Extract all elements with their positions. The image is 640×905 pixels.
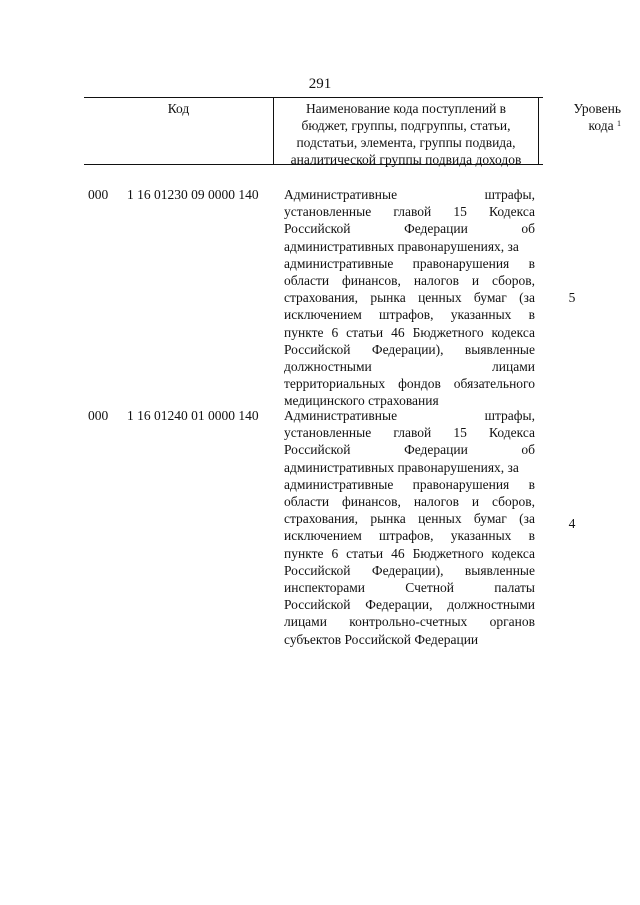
description-line: страхования, рынка ценных бумаг (за <box>284 290 535 306</box>
table-header <box>84 97 621 167</box>
description-line: Российской Федерации об <box>284 442 535 458</box>
header-code-column <box>84 98 273 164</box>
description-line: территориальных фондов обязательного <box>284 376 535 392</box>
description-line: административные правонарушения в <box>284 255 535 271</box>
description-line: Административные штрафы, <box>284 408 535 423</box>
description-line: области финансов, налогов и сборов, <box>284 273 535 289</box>
header-name-column <box>273 98 539 167</box>
header-code-label: Код <box>167 101 190 116</box>
description-line: административных правонарушениях, за <box>284 238 519 254</box>
admin-code: 000 <box>88 187 109 202</box>
revenue-code: 1 16 01240 01 0000 140 <box>127 408 259 423</box>
revenue-description <box>284 186 535 410</box>
description-line: пункте 6 статьи 46 Бюджетного кодекса <box>284 324 535 340</box>
description-line: страхования, рынка ценных бумаг (за <box>284 511 535 527</box>
footnote-marker: 1 <box>617 119 621 128</box>
description-line: медицинского страхования <box>284 393 439 409</box>
header-level-label-line2 <box>539 117 621 134</box>
header-name-line: подстатьи, элемента, группы подвида, <box>296 135 516 150</box>
description-line: установленные главой 15 Кодекса <box>284 204 535 220</box>
description-line: исключением штрафов, указанных в <box>284 307 535 323</box>
description-line: Российской Федерации), выявленные <box>284 341 535 357</box>
admin-code: 000 <box>88 408 109 423</box>
code-level: 4 <box>568 516 576 531</box>
description-line: пункте 6 статьи 46 Бюджетного кодекса <box>284 545 535 561</box>
description-line: должностными лицами <box>284 359 535 375</box>
revenue-code: 1 16 01230 09 0000 140 <box>127 187 259 202</box>
description-line: Российской Федерации), выявленные <box>284 562 535 578</box>
header-name-line: бюджет, группы, подгруппы, статьи, <box>301 118 511 133</box>
description-line: исключением штрафов, указанных в <box>284 528 535 544</box>
description-line: административных правонарушениях, за <box>284 459 519 475</box>
description-line: установленные главой 15 Кодекса <box>284 425 535 441</box>
header-level-column <box>539 98 623 164</box>
header-name-line: Наименование кода поступлений в <box>305 101 507 116</box>
description-line: Российской Федерации, должностными <box>284 597 535 613</box>
description-line: Российской Федерации об <box>284 221 535 237</box>
revenue-description <box>284 407 535 648</box>
description-line: административные правонарушения в <box>284 476 535 492</box>
description-line: субъектов Российской Федерации <box>284 631 479 647</box>
description-line: инспекторами Счетной палаты <box>284 580 535 596</box>
header-name-line: аналитической группы подвида доходов <box>290 152 522 167</box>
description-line: лицами контрольно-счетных органов <box>284 614 535 630</box>
header-level-label: Уровень <box>573 101 621 116</box>
header-level-code-word: кода <box>588 118 614 133</box>
description-line: области финансов, налогов и сборов, <box>284 494 535 510</box>
description-line: Административные штрафы, <box>284 187 535 202</box>
page-number: 291 <box>308 76 332 92</box>
code-level: 5 <box>568 290 576 305</box>
